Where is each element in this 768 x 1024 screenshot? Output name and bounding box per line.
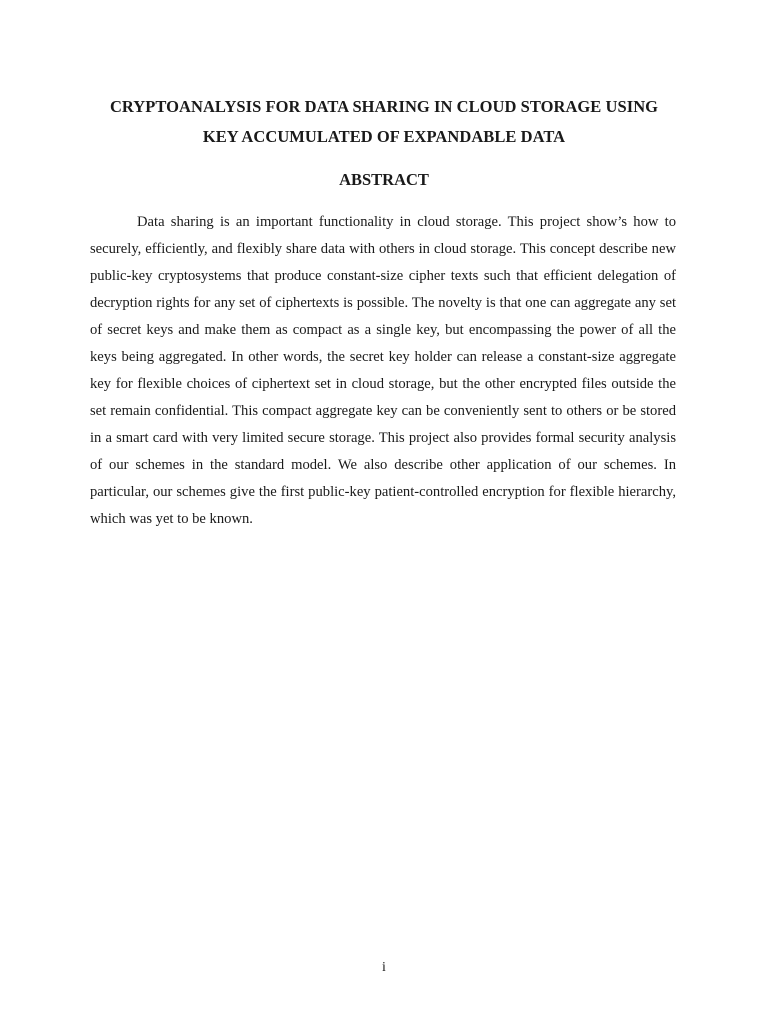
document-title bbox=[60, 92, 708, 152]
abstract-paragraph: Data sharing is an important functionality in cloud storage. This project show’s how to securely, efficiently, and flexibly share data with others in cloud storage. This concept describe new public-key cryptosystems that produce constant-size cipher texts such that efficient delegation of decryption rights for any set of ciphertexts is possible. The novelty is that one can aggregate any set of secret keys and make them as compact as a single key, but encompassing the power of all the keys being aggregated. In other words, the secret key holder can release a constant-size aggregate key for flexible choices of ciphertext set in cloud storage, but the other encrypted files outside the set remain confidential. This compact aggregate key can be conveniently sent to others or be stored in a smart card with very limited secure storage. This project also provides formal security analysis of our schemes in the standard model. We also describe other application of our schemes. In particular, our schemes give the first public-key patient-controlled encryption for flexible hierarchy, which was yet to be known. bbox=[90, 214, 676, 527]
abstract-heading: ABSTRACT bbox=[339, 170, 429, 189]
page-number: i bbox=[382, 960, 386, 975]
title-line-1: CRYPTOANALYSIS FOR DATA SHARING IN CLOUD STORAGE USING bbox=[109, 97, 659, 116]
title-line-2: KEY ACCUMULATED OF EXPANDABLE DATA bbox=[202, 127, 566, 146]
